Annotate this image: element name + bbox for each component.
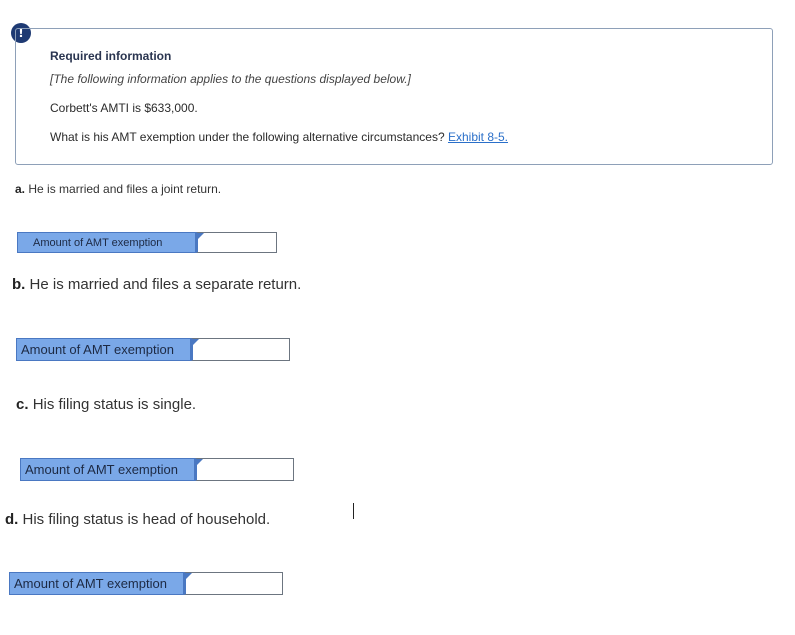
answer-input-d[interactable] <box>186 573 282 594</box>
question-d-letter: d. <box>5 511 19 528</box>
input-flag-icon <box>193 339 199 345</box>
question-c-text: His filing status is single. <box>32 396 197 413</box>
answer-field-d[interactable] <box>184 572 283 595</box>
answer-field-c[interactable] <box>195 458 294 481</box>
alert-icon: ! <box>11 23 31 43</box>
info-question-text: What is his AMT exemption under the following alternative circumstances? <box>50 130 445 144</box>
answer-label-b: Amount of AMT exemption <box>16 338 191 361</box>
answer-row-c <box>20 458 294 481</box>
input-flag-icon <box>197 459 203 465</box>
answer-input-b[interactable] <box>193 339 289 360</box>
required-information-box <box>15 28 773 165</box>
answer-row-a <box>17 232 277 253</box>
question-b-letter: b. <box>12 276 26 293</box>
answer-input-c[interactable] <box>197 459 293 480</box>
input-flag-icon <box>186 573 192 579</box>
input-flag-icon <box>198 233 204 239</box>
question-a-text: He is married and files a joint return. <box>28 182 222 196</box>
answer-row-d <box>9 572 283 595</box>
question-b <box>12 276 301 293</box>
info-note: [The following information applies to the questions displayed below.] <box>50 72 411 86</box>
info-question <box>50 130 508 144</box>
answer-input-a[interactable] <box>198 233 276 252</box>
answer-label-a: Amount of AMT exemption <box>17 232 196 253</box>
question-c-letter: c. <box>16 396 29 413</box>
answer-label-d: Amount of AMT exemption <box>9 572 184 595</box>
info-title: Required information <box>50 49 172 63</box>
text-cursor-icon <box>353 503 354 519</box>
question-a <box>15 182 221 196</box>
info-fact: Corbett's AMTI is $633,000. <box>50 101 198 115</box>
exhibit-link[interactable]: Exhibit 8-5. <box>447 130 509 144</box>
question-a-letter: a. <box>15 182 26 196</box>
answer-field-a[interactable] <box>196 232 277 253</box>
answer-row-b <box>16 338 290 361</box>
question-c <box>16 396 196 413</box>
question-d <box>5 511 270 528</box>
question-d-text: His filing status is head of household. <box>22 511 271 528</box>
answer-label-c: Amount of AMT exemption <box>20 458 195 481</box>
question-b-text: He is married and files a separate return. <box>29 276 302 293</box>
answer-field-b[interactable] <box>191 338 290 361</box>
